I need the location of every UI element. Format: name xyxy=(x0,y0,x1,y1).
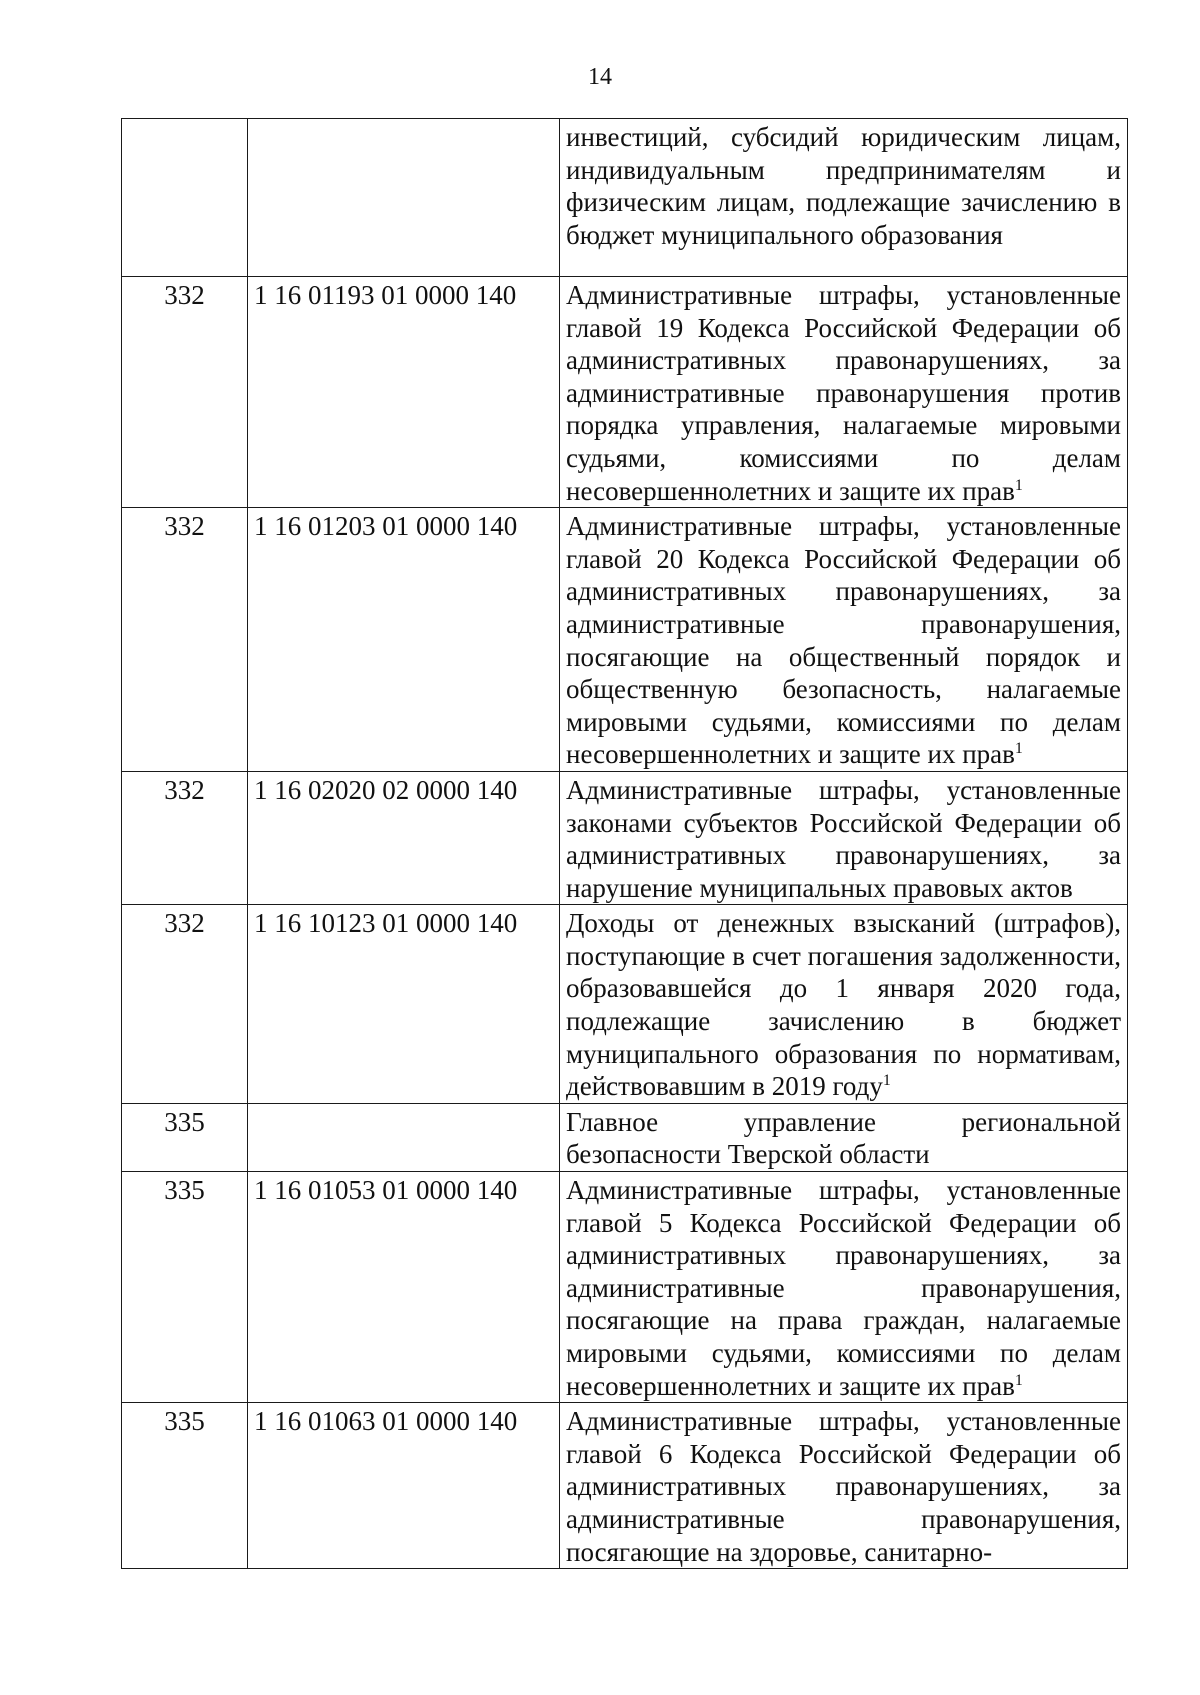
admin-code-cell: 332 xyxy=(122,508,248,772)
budget-code-cell: 1 16 01053 01 0000 140 xyxy=(248,1172,560,1403)
revenue-name-text: Административные штрафы, установленные главой 6 Кодекса Российской Федерации об административных правонарушениях, за административные правонарушения, посягающие на здоровье, санитарно- xyxy=(566,1406,1121,1567)
revenue-name-cell xyxy=(560,771,1128,904)
revenue-name-text: Административные штрафы, установленные главой 5 Кодекса Российской Федерации об административных правонарушениях, за административные правонарушения, посягающие на права граждан, налагаемые мировыми судьями, комиссиями по делам несовершеннолетних и защите их прав xyxy=(566,1175,1121,1401)
table-row xyxy=(122,1172,1128,1403)
footnote-mark: 1 xyxy=(1014,476,1023,494)
budget-code-cell xyxy=(248,119,560,277)
revenue-name-cell xyxy=(560,905,1128,1104)
revenue-name-cell xyxy=(560,119,1128,277)
page-number: 14 xyxy=(588,64,612,90)
admin-code-cell: 335 xyxy=(122,1103,248,1171)
admin-code-cell: 335 xyxy=(122,1172,248,1403)
footnote-mark: 1 xyxy=(1014,1371,1023,1389)
admin-code-cell: 332 xyxy=(122,771,248,904)
admin-code-cell xyxy=(122,119,248,277)
revenue-name-cell xyxy=(560,1103,1128,1171)
revenue-name-cell xyxy=(560,1403,1128,1569)
table-row xyxy=(122,1403,1128,1569)
revenue-name-text: Административные штрафы, установленные законами субъектов Российской Федерации об административных правонарушениях, за нарушение муниципальных правовых актов xyxy=(566,774,1121,903)
budget-code-cell: 1 16 01203 01 0000 140 xyxy=(248,508,560,772)
revenue-codes-table xyxy=(121,118,1128,1569)
table-row xyxy=(122,905,1128,1104)
revenue-name-cell xyxy=(560,1172,1128,1403)
admin-code-cell: 332 xyxy=(122,905,248,1104)
table-row xyxy=(122,119,1128,277)
table-row xyxy=(122,508,1128,772)
revenue-name-text: Главное управление региональной безопасности Тверской области xyxy=(566,1106,1121,1170)
revenue-name-cell xyxy=(560,508,1128,772)
table-row xyxy=(122,1103,1128,1171)
table-row xyxy=(122,771,1128,904)
budget-code-cell: 1 16 10123 01 0000 140 xyxy=(248,905,560,1104)
revenue-name-text: инвестиций, субсидий юридическим лицам, индивидуальным предпринимателям и физическим лицам, подлежащие зачислению в бюджет муниципального образования xyxy=(566,122,1121,250)
budget-code-cell: 1 16 01193 01 0000 140 xyxy=(248,277,560,508)
budget-code-cell xyxy=(248,1103,560,1171)
footnote-mark: 1 xyxy=(1014,740,1023,758)
revenue-name-text: Доходы от денежных взысканий (штрафов), поступающие в счет погашения задолженности, образовавшейся до 1 января 2020 года, подлежащие зачислению в бюджет муниципального образования по нормативам, действовавшим в 2019 году xyxy=(566,908,1121,1102)
budget-code-cell: 1 16 01063 01 0000 140 xyxy=(248,1403,560,1569)
table-row xyxy=(122,277,1128,508)
admin-code-cell: 335 xyxy=(122,1403,248,1569)
footnote-mark: 1 xyxy=(882,1072,891,1090)
revenue-name-text: Административные штрафы, установленные главой 19 Кодекса Российской Федерации об административных правонарушениях, за административные правонарушения против порядка управления, налагаемые мировыми судьями, комиссиями по делам несовершеннолетних и защите их прав xyxy=(566,280,1121,506)
budget-code-cell: 1 16 02020 02 0000 140 xyxy=(248,771,560,904)
revenue-name-cell xyxy=(560,277,1128,508)
admin-code-cell: 332 xyxy=(122,277,248,508)
revenue-name-text: Административные штрафы, установленные главой 20 Кодекса Российской Федерации об административных правонарушениях, за административные правонарушения, посягающие на общественный порядок и общественную безопасность, налагаемые мировыми судьями, комиссиями по делам несовершеннолетних и защите их прав xyxy=(566,511,1121,770)
